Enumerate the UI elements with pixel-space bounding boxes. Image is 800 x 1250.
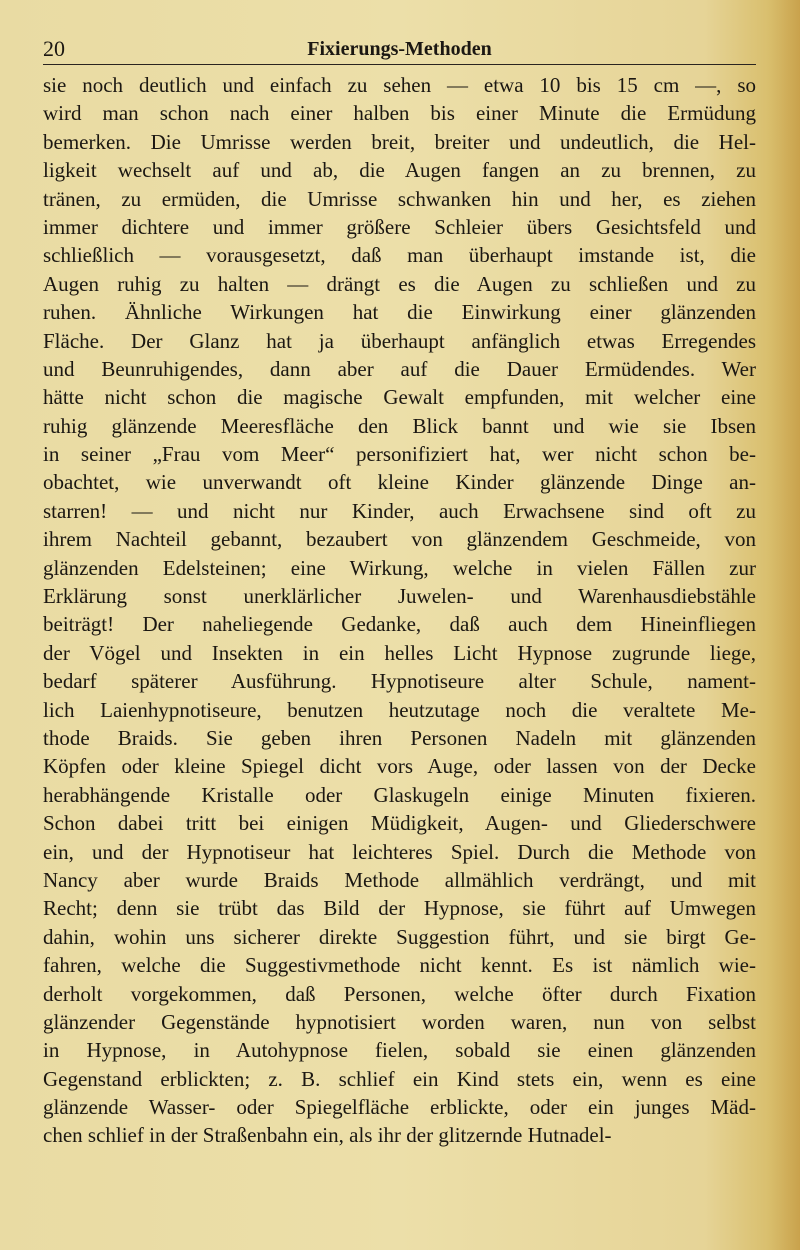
text-line: obachtet, wie unverwandt oft kleine Kinder glänzende Dinge an- <box>43 470 756 495</box>
text-line: der Vögel und Insekten in ein helles Licht Hypnose zugrunde liege, <box>43 640 756 665</box>
text-line: derholt vorgekommen, daß Personen, welche öfter durch Fixation <box>43 981 756 1006</box>
text-line: chen schlief in der Straßenbahn ein, als ihr der glitzernde Hutnadel- <box>43 1123 612 1148</box>
text-line: glänzende Wasser- oder Spiegelfläche erblickte, oder ein junges Mäd- <box>43 1095 756 1120</box>
text-line: hätte nicht schon die magische Gewalt empfunden, mit welcher eine <box>43 385 756 410</box>
text-line: bedarf späterer Ausführung. Hypnotiseure alter Schule, nament- <box>43 669 756 694</box>
text-line: Schon dabei tritt bei einigen Müdigkeit, Augen- und Gliederschwere <box>43 811 756 836</box>
text-line: ruhen. Ähnliche Wirkungen hat die Einwirkung einer glänzenden <box>43 300 756 325</box>
body-text <box>43 71 756 1150</box>
text-line: glänzender Gegenstände hypnotisiert worden waren, nun von selbst <box>43 1009 756 1034</box>
text-line: Fläche. Der Glanz hat ja überhaupt anfänglich etwas Erregendes <box>43 328 756 353</box>
text-line: ein, und der Hypnotiseur hat leichteres Spiel. Durch die Methode von <box>43 839 756 864</box>
text-line: tränen, zu ermüden, die Umrisse schwanken hin und her, es ziehen <box>43 186 756 211</box>
text-line: lich Laienhypnotiseure, benutzen heutzutage noch die veraltete Me- <box>43 697 756 722</box>
text-line: ihrem Nachteil gebannt, bezaubert von glänzendem Geschmeide, von <box>43 527 756 552</box>
text-line: ruhig glänzende Meeresfläche den Blick bannt und wie sie Ibsen <box>43 413 756 438</box>
running-title: Fixierungs-Methoden <box>307 38 492 60</box>
text-line: Erklärung sonst unerklärlicher Juwelen- und Warenhausdiebstähle <box>43 584 756 609</box>
text-line: und Beunruhigendes, dann aber auf die Dauer Ermüdendes. Wer <box>43 356 756 381</box>
text-line: beiträgt! Der naheliegende Gedanke, daß auch dem Hineinfliegen <box>43 612 756 637</box>
text-line: dahin, wohin uns sicherer direkte Suggestion führt, und sie birgt Ge- <box>43 924 756 949</box>
text-line: thode Braids. Sie geben ihren Personen Nadeln mit glänzenden <box>43 725 756 750</box>
running-header <box>43 36 756 65</box>
text-line: starren! — und nicht nur Kinder, auch Erwachsene sind oft zu <box>43 498 756 523</box>
text-line: sie noch deutlich und einfach zu sehen — etwa 10 bis 15 cm —, so <box>43 73 756 97</box>
text-line: Recht; denn sie trübt das Bild der Hypnose, sie führt auf Umwegen <box>43 896 756 921</box>
text-line: Nancy aber wurde Braids Methode allmählich verdrängt, und mit <box>43 867 756 892</box>
text-line: immer dichtere und immer größere Schleier übers Gesichtsfeld und <box>43 214 756 239</box>
text-line: fahren, welche die Suggestivmethode nicht kennt. Es ist nämlich wie- <box>43 953 756 978</box>
text-line: herabhängende Kristalle oder Glaskugeln einige Minuten fixieren. <box>43 782 756 807</box>
text-line: Köpfen oder kleine Spiegel dicht vors Auge, oder lassen von der Decke <box>43 754 756 779</box>
text-line: Gegenstand erblickten; z. B. schlief ein Kind stets ein, wenn es eine <box>43 1066 756 1091</box>
page-number: 20 <box>43 36 65 61</box>
text-line: Augen ruhig zu halten — drängt es die Augen zu schließen und zu <box>43 271 756 296</box>
text-line: wird man schon nach einer halben bis einer Minute die Ermüdung <box>43 101 756 126</box>
text-line: in seiner „Frau vom Meer“ personifiziert hat, wer nicht schon be- <box>43 442 756 467</box>
text-line: glänzenden Edelsteinen; eine Wirkung, welche in vielen Fällen zur <box>43 555 756 580</box>
text-line: bemerken. Die Umrisse werden breit, breiter und undeutlich, die Hel- <box>43 129 756 154</box>
text-line: in Hypnose, in Autohypnose fielen, sobald sie einen glänzenden <box>43 1038 756 1063</box>
text-line: ligkeit wechselt auf und ab, die Augen fangen an zu brennen, zu <box>43 158 756 183</box>
text-line: schließlich — vorausgesetzt, daß man überhaupt imstande ist, die <box>43 243 756 268</box>
